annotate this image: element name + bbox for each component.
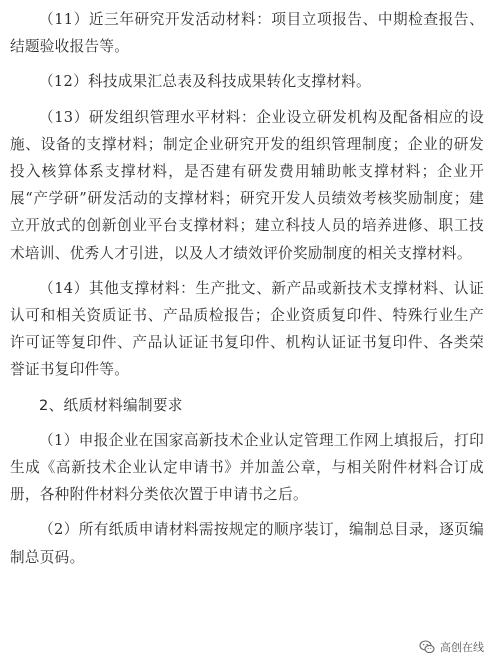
paragraph-11: （11）近三年研究开发活动材料：项目立项报告、中期检查报告、结题验收报告等。 [10,11,484,56]
section-paragraph-1: （1）申报企业在国家高新技术企业认定管理工作网上填报后，打印生成《高新技术企业认定申请书》并加盖公章，与相关附件材料合订成册，各种附件材料分类依次置于申请书之后。 [10,431,484,504]
paragraph-14: （14）其他支撑材料：生产批文、新产品或新技术支撑材料、认证认可和相关资质证书、产品质检报告；企业资质复印件、特殊行业生产许可证等复印件、产品认证证书复印件、机构认证证书复印件、各类荣誉证书复印件等。 [10,279,484,379]
section-paragraph-2: （2）所有纸质申请材料需按规定的顺序装订，编制总目录，逐页编制总页码。 [10,521,484,566]
watermark [419,639,484,655]
paragraph-12: （12）科技成果汇总表及科技成果转化支撑材料。 [39,73,371,91]
section-heading: 2、纸质材料编制要求 [39,396,183,414]
watermark-label: 高创在线 [440,641,484,654]
wechat-icon [419,639,435,655]
paragraph-13: （13）研发组织管理水平材料：企业设立研发机构及配备相应的设施、设备的支撑材料；制定企业研究开发的组织管理制度；企业的研发投入核算体系支撑材料，是否建有研发费用辅助帐支撑材料；企业开展“产学研”研发活动的支撑材料；研究开发人员绩效考核奖励制度；建立开放式的创新创业平台支撑材料；建立科技人员的培养进修、职工技术培训、优秀人才引进，以及人才绩效评价奖励制度的相关支撑材料。 [10,108,484,262]
